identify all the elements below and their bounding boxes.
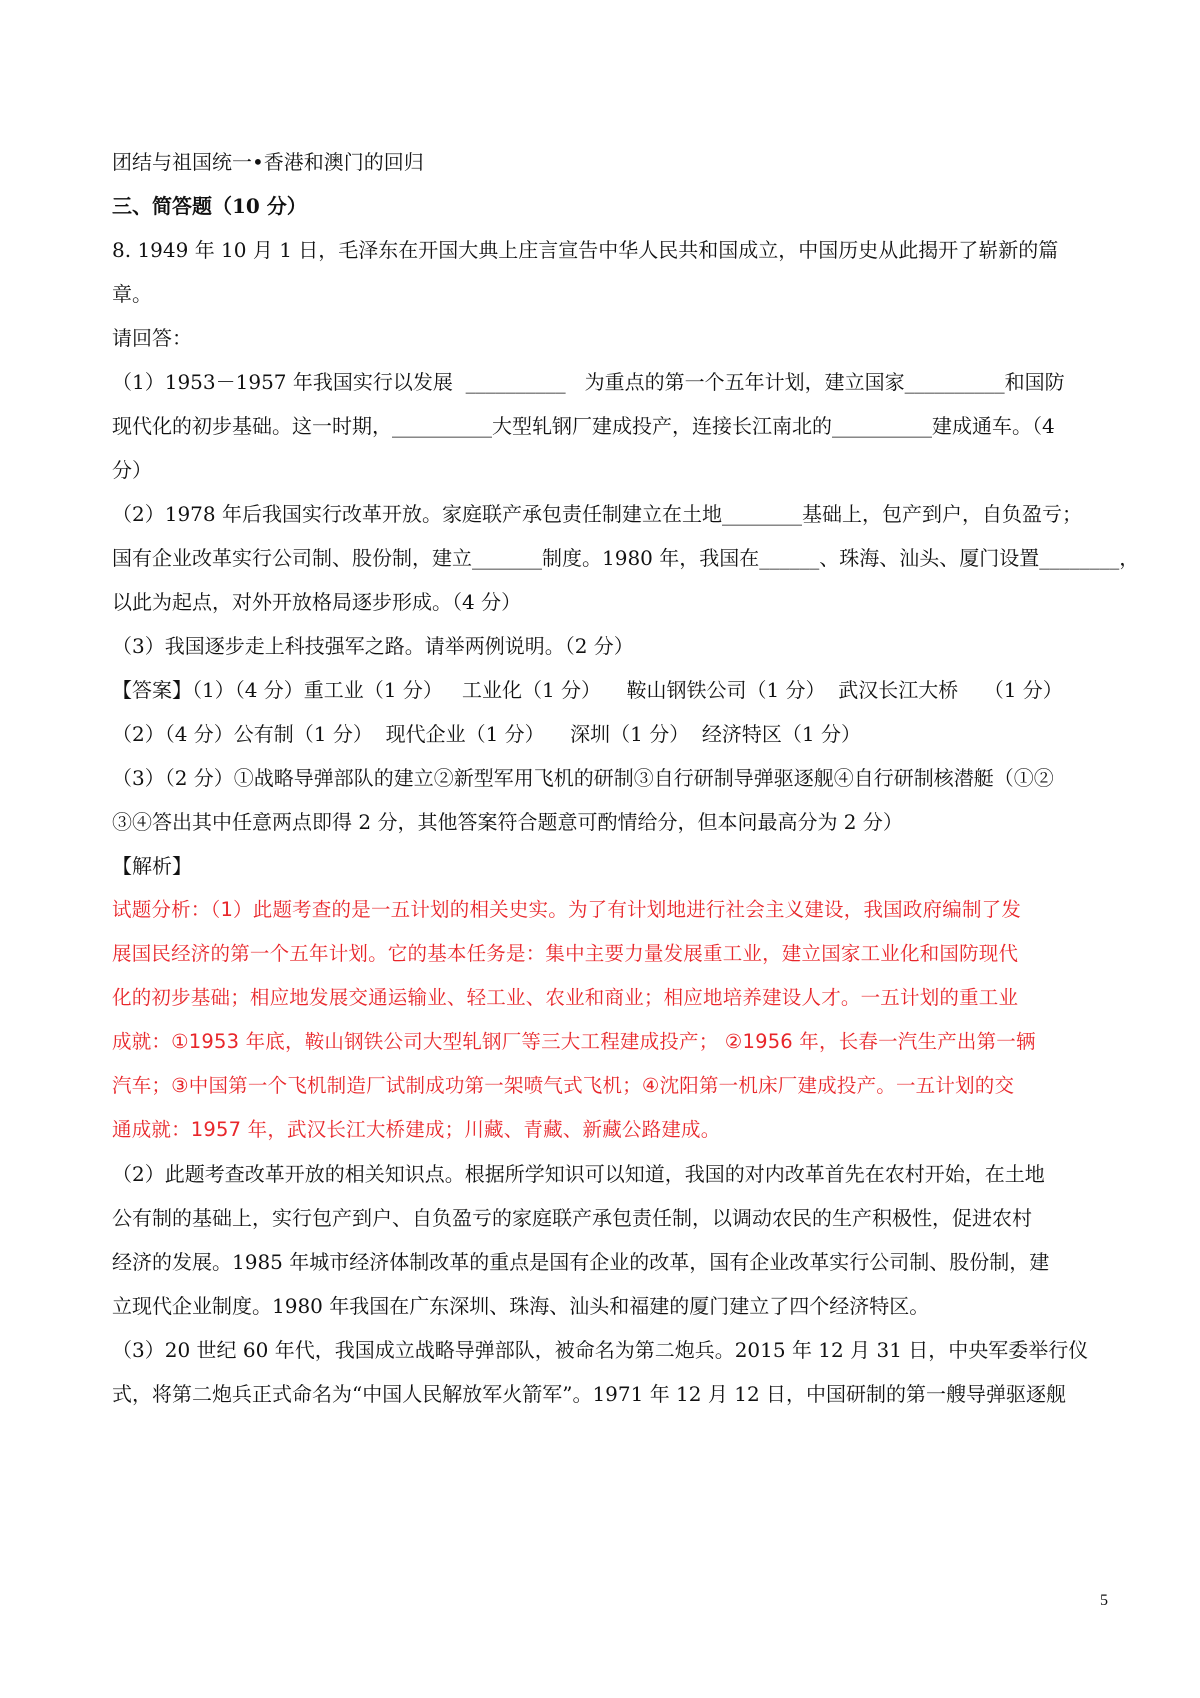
analysis-red-line: 汽车；③中国第一个飞机制造厂试制成功第一架喷气式飞机；④沈阳第一机床厂建成投产。一五计划的交: [112, 1074, 1015, 1097]
analysis-line: （3）20 世纪 60 年代，我国成立战略导弹部队，被命名为第二炮兵。2015 年 12 月 31 日，中央军委举行仪: [112, 1338, 1089, 1362]
analysis-line: 经济的发展。1985 年城市经济体制改革的重点是国有企业的改革，国有企业改革实行公司制、股份制，建: [112, 1250, 1050, 1274]
question-8-text-cont: 章。: [112, 282, 152, 306]
analysis-line: （2）此题考查改革开放的相关知识点。根据所学知识可以知道，我国的对内改革首先在农村开始，在土地: [112, 1162, 1045, 1186]
answer-3: （3）（2 分）①战略导弹部队的建立②新型军用飞机的研制③自行研制导弹驱逐舰④自行研制核潜艇（①②: [112, 766, 1054, 790]
subquestion-1-score: 分）: [112, 458, 152, 482]
page-number: 5: [1100, 1592, 1108, 1609]
answer-2: （2）（4 分）公有制（1 分） 现代企业（1 分） 深圳（1 分） 经济特区（1 分）: [112, 722, 861, 746]
analysis-red-line: 通成就：1957 年，武汉长江大桥建成；川藏、青藏、新藏公路建成。: [112, 1118, 721, 1141]
answer-3-cont: ③④答出其中任意两点即得 2 分，其他答案符合题意可酌情给分，但本问最高分为 2 分）: [112, 810, 903, 834]
subquestion-2-cont: 国有企业改革实行公司制、股份制，建立_______制度。1980 年，我国在______、珠海、汕头、厦门设置________，: [112, 546, 1140, 570]
analysis-red-line: 成就：①1953 年底，鞍山钢铁公司大型轧钢厂等三大工程建成投产； ②1956 年，长春一汽生产出第一辆: [112, 1030, 1036, 1053]
section-title: 三、简答题（10 分）: [112, 194, 307, 218]
subquestion-1-cont: 现代化的初步基础。这一时期，__________大型轧钢厂建成投产，连接长江南北的__________建成通车。（4: [112, 414, 1055, 438]
analysis-line: 式，将第二炮兵正式命名为“中国人民解放军火箭军”。1971 年 12 月 12 日，中国研制的第一艘导弹驱逐舰: [112, 1382, 1067, 1406]
analysis-heading: 【解析】: [112, 854, 192, 878]
subquestion-2: （2）1978 年后我国实行改革开放。家庭联产承包责任制建立在土地________基础上，包产到户，自负盈亏；: [112, 502, 1082, 526]
analysis-line: 立现代企业制度。1980 年我国在广东深圳、珠海、汕头和福建的厦门建立了四个经济特区。: [112, 1294, 930, 1318]
analysis-red-line: 试题分析：（1）此题考查的是一五计划的相关史实。为了有计划地进行社会主义建设，我国政府编制了发: [112, 898, 1022, 921]
subquestion-1: （1）1953－1957 年我国实行以发展 __________ 为重点的第一个五年计划，建立国家__________和国防: [112, 370, 1065, 394]
analysis-red-line: 化的初步基础；相应地发展交通运输业、轻工业、农业和商业；相应地培养建设人才。一五计划的重工业: [112, 986, 1019, 1009]
question-8-text: 8. 1949 年 10 月 1 日，毛泽东在开国大典上庄言宣告中华人民共和国成立，中国历史从此揭开了崭新的篇: [112, 238, 1059, 262]
section-header-line: 团结与祖国统一•香港和澳门的回归: [112, 150, 424, 174]
prompt-answer: 请回答：: [112, 326, 192, 350]
answer-1: 【答案】（1）（4 分）重工业（1 分） 工业化（1 分） 鞍山钢铁公司（1 分） 武汉长江大桥 （1 分）: [112, 678, 1063, 702]
document-page: [112, 140, 1140, 1416]
subquestion-2-end: 以此为起点，对外开放格局逐步形成。（4 分）: [112, 590, 522, 614]
subquestion-3: （3）我国逐步走上科技强军之路。请举两例说明。（2 分）: [112, 634, 634, 658]
analysis-line: 公有制的基础上，实行包产到户、自负盈亏的家庭联产承包责任制，以调动农民的生产积极性，促进农村: [112, 1206, 1032, 1230]
analysis-red-line: 展国民经济的第一个五年计划。它的基本任务是：集中主要力量发展重工业，建立国家工业化和国防现代: [112, 942, 1019, 965]
